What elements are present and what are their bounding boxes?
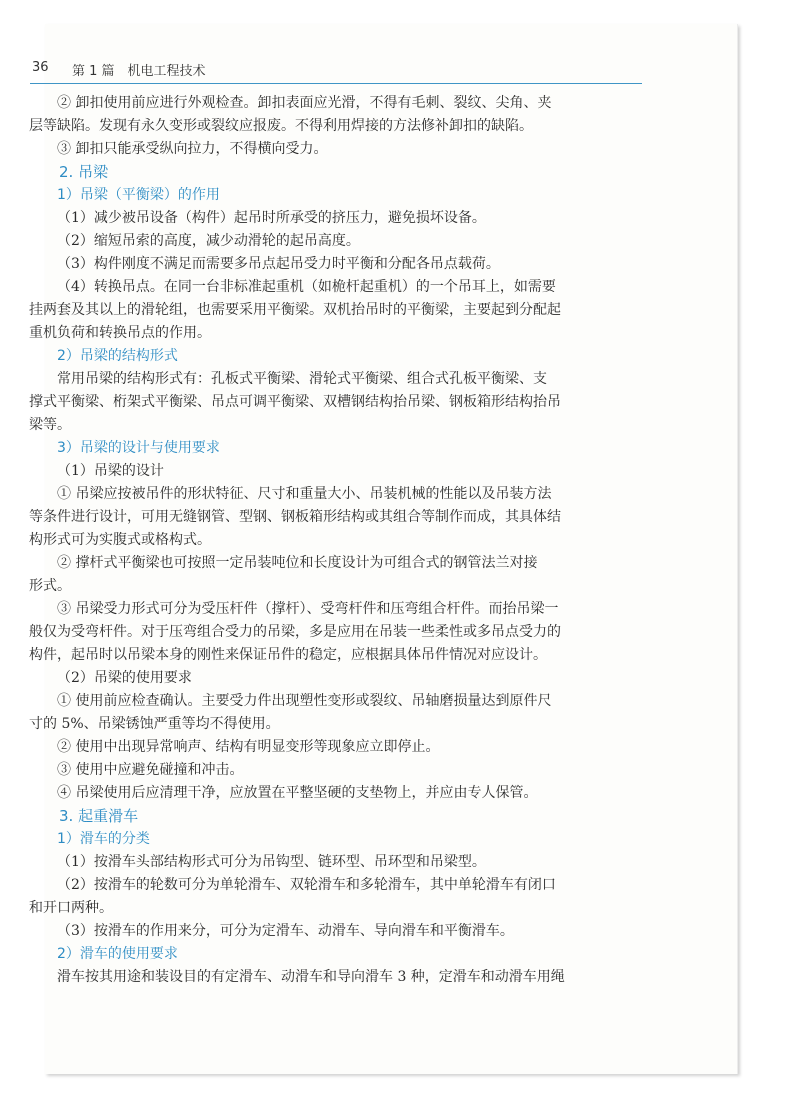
paragraph: （1）按滑车头部结构形式可分为吊钩型、链环型、吊环型和吊梁型。 [57,854,486,870]
page-number: 36 [32,60,49,75]
subsection-heading: 2）吊梁的结构形式 [57,348,178,364]
paragraph: （2）缩短吊索的高度，减少动滑轮的起吊高度。 [57,233,360,249]
paragraph-line: 构形式可为实腹式或格构式。 [29,532,211,548]
running-title: 第 1 篇 机电工程技术 [72,64,206,79]
paragraph-line: 挂两套及其以上的滑轮组，也需要采用平衡梁。双机抬吊时的平衡梁，主要起到分配起 [29,302,561,318]
paragraph: ① 使用前应检查确认。主要受力件出现塑性变形或裂纹、吊轴磨损量达到原件尺 [57,693,552,709]
paragraph-line: 撑式平衡梁、桁架式平衡梁、吊点可调平衡梁、双槽钢结构抬吊梁、钢板箱形结构抬吊 [29,394,561,410]
paragraph: ③ 吊梁受力形式可分为受压杆件（撑杆）、受弯杆件和压弯组合杆件。而抬吊梁一 [57,601,559,617]
paragraph: 滑车按其用途和装设目的有定滑车、动滑车和导向滑车 3 种，定滑车和动滑车用绳 [57,969,565,985]
paragraph-line: 寸的 5%、吊梁锈蚀严重等均不得使用。 [29,716,280,732]
paragraph: （1）减少被吊设备（构件）起吊时所承受的挤压力，避免损坏设备。 [57,210,486,226]
paragraph-line: 和开口两种。 [29,900,113,916]
paragraph: （1）吊梁的设计 [57,463,164,479]
section-heading: 2. 吊梁 [59,163,109,181]
paragraph: （3）构件刚度不满足而需要多吊点起吊受力时平衡和分配各吊点载荷。 [57,256,500,272]
paragraph: ② 使用中出现异常响声、结构有明显变形等现象应立即停止。 [57,739,440,755]
paragraph: 常用吊梁的结构形式有：孔板式平衡梁、滑轮式平衡梁、组合式孔板平衡梁、支 [57,371,547,387]
subsection-heading: 3）吊梁的设计与使用要求 [57,440,220,456]
subsection-heading: 1）滑车的分类 [57,831,150,847]
paragraph: ③ 卸扣只能承受纵向拉力，不得横向受力。 [57,141,328,157]
paragraph-line: 等条件进行设计，可用无缝钢管、型钢、钢板箱形结构或其组合等制作而成，其具体结 [29,509,561,525]
paragraph: （2）按滑车的轮数可分为单轮滑车、双轮滑车和多轮滑车，其中单轮滑车有闭口 [57,877,556,893]
paragraph-line: 形式。 [29,578,71,594]
subsection-heading: 1）吊梁（平衡梁）的作用 [57,187,220,203]
paragraph-line: 梁等。 [29,417,71,433]
paragraph: （4）转换吊点。在同一台非标准起重机（如桅杆起重机）的一个吊耳上，如需要 [57,279,556,295]
paragraph: ② 卸扣使用前应进行外观检查。卸扣表面应光滑，不得有毛刺、裂纹、尖角、夹 [57,95,552,111]
paragraph-line: 层等缺陷。发现有永久变形或裂纹应报废。不得利用焊接的方法修补卸扣的缺陷。 [29,118,533,134]
subsection-heading: 2）滑车的使用要求 [57,946,178,962]
paragraph: ③ 使用中应避免碰撞和冲击。 [57,762,244,778]
paragraph-line: 重机负荷和转换吊点的作用。 [29,325,211,341]
paragraph-line: 般仅为受弯杆件。对于压弯组合受力的吊梁，多是应用在吊装一些柔性或多吊点受力的 [29,624,561,640]
paragraph: （3）按滑车的作用来分，可分为定滑车、动滑车、导向滑车和平衡滑车。 [57,923,514,939]
page-content [29,92,645,989]
page-header [30,59,642,84]
section-heading: 3. 起重滑车 [59,807,139,825]
paragraph: ② 撑杆式平衡梁也可按照一定吊装吨位和长度设计为可组合式的钢管法兰对接 [57,555,538,571]
paragraph: ① 吊梁应按被吊件的形状特征、尺寸和重量大小、吊装机械的性能以及吊装方法 [57,486,552,502]
paragraph: ④ 吊梁使用后应清理干净，应放置在平整坚硬的支垫物上，并应由专人保管。 [57,785,538,801]
paragraph: （2）吊梁的使用要求 [57,670,192,686]
paragraph-line: 构件，起吊时以吊梁本身的刚性来保证吊件的稳定，应根据具体吊件情况对应设计。 [29,647,547,663]
